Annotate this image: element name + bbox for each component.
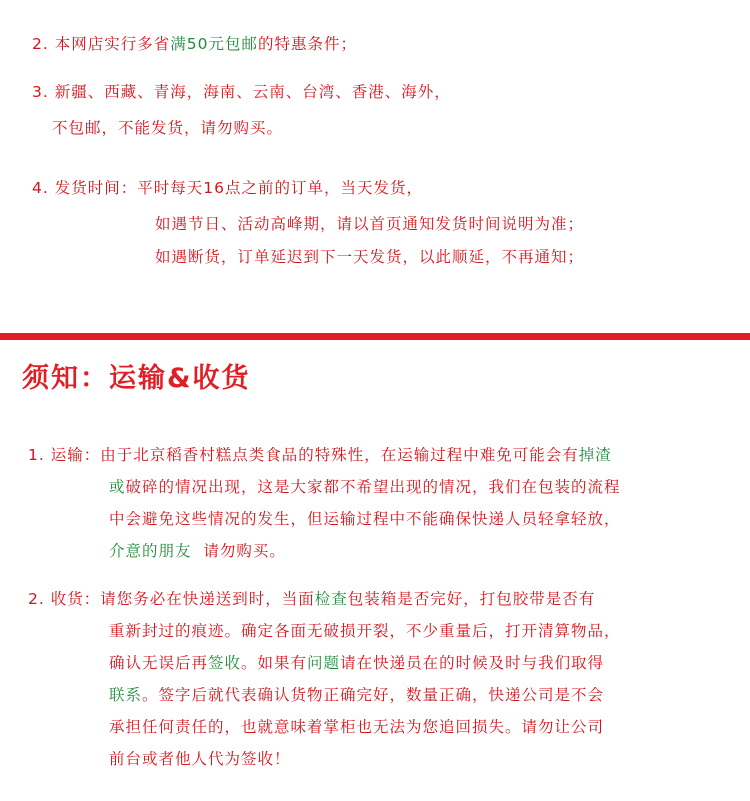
transport-line4 <box>109 539 286 561</box>
receipt-highlight-1: 检查 <box>314 590 348 608</box>
receipt-line6: 前台或者他人代为签收！ <box>109 750 291 768</box>
transport-text-1: 由于北京稻香村糕点类食品的特殊性，在运输过程中难免可能会有 <box>100 446 579 464</box>
receipt-text-4b: 。签字后就代表确认货物正确完好，数量正确，快递公司是不会 <box>142 686 605 704</box>
receipt-highlight-3: 签收 <box>208 654 242 672</box>
receipt-line2: 重新封过的痕迹。确定各面无破损开裂，不少重量后，打开清算物品， <box>109 622 621 640</box>
transport-label: 1. 运输： <box>28 446 101 464</box>
receipt-line4 <box>109 683 604 705</box>
transport-highlight-4: 介意的朋友 <box>109 542 192 560</box>
free-shipping-highlight: 满50元包邮 <box>170 35 258 53</box>
receipt-line5: 承担任何责任的，也就意味着掌柜也无法为您追回损失。请勿让公司 <box>109 718 605 736</box>
transport-highlight-3: 破碎 <box>125 478 159 496</box>
section-title: 须知：运输&收货 <box>22 363 251 394</box>
receipt-line1 <box>28 587 595 609</box>
receipt-label: 2. 收货： <box>28 590 101 608</box>
transport-highlight-1: 掉渣 <box>578 446 612 464</box>
transport-text-4: 请勿购买。 <box>203 542 286 560</box>
receipt-text-3a: 确认无误后再 <box>109 654 209 672</box>
transport-line1 <box>28 443 612 465</box>
policy-item-2-lead: 2. 本网店实行多省 <box>32 35 171 53</box>
policy-item-3-line2: 不包邮，不能发货，请勿购买。 <box>52 119 284 137</box>
receipt-text-3c: 请在快递员在的时候及时与我们取得 <box>340 654 605 672</box>
policy-item-2 <box>32 32 357 54</box>
receipt-line3 <box>109 651 604 673</box>
policy-item-2-tail: 的特惠条件； <box>257 35 357 53</box>
transport-highlight-2: 或 <box>109 478 126 496</box>
receipt-text-1a: 请您务必在快递送到时，当面 <box>100 590 315 608</box>
policy-item-3-line1: 3. 新疆、西藏、青海，海南、云南、台湾、香港、海外， <box>32 83 451 101</box>
section-divider <box>0 333 750 340</box>
policy-item-4-line3: 如遇断货，订单延迟到下一天发货，以此顺延，不再通知； <box>155 248 585 266</box>
transport-line2 <box>109 475 621 497</box>
receipt-highlight-3b: 问题 <box>307 654 341 672</box>
transport-line3: 中会避免这些情况的发生，但运输过程中不能确保快递人员轻拿轻放， <box>109 510 621 528</box>
receipt-text-3b: 。如果有 <box>241 654 308 672</box>
receipt-text-1b: 包装箱是否完好，打包胶带是否有 <box>347 590 596 608</box>
policy-item-4-line2: 如遇节日、活动高峰期，请以首页通知发货时间说明为准； <box>155 215 585 233</box>
transport-text-2: 的情况出现，这是大家都不希望出现的情况，我们在包装的流程 <box>158 478 621 496</box>
receipt-highlight-4: 联系 <box>109 686 143 704</box>
policy-item-4-line1: 4. 发货时间：平时每天16点之前的订单，当天发货， <box>32 179 423 197</box>
